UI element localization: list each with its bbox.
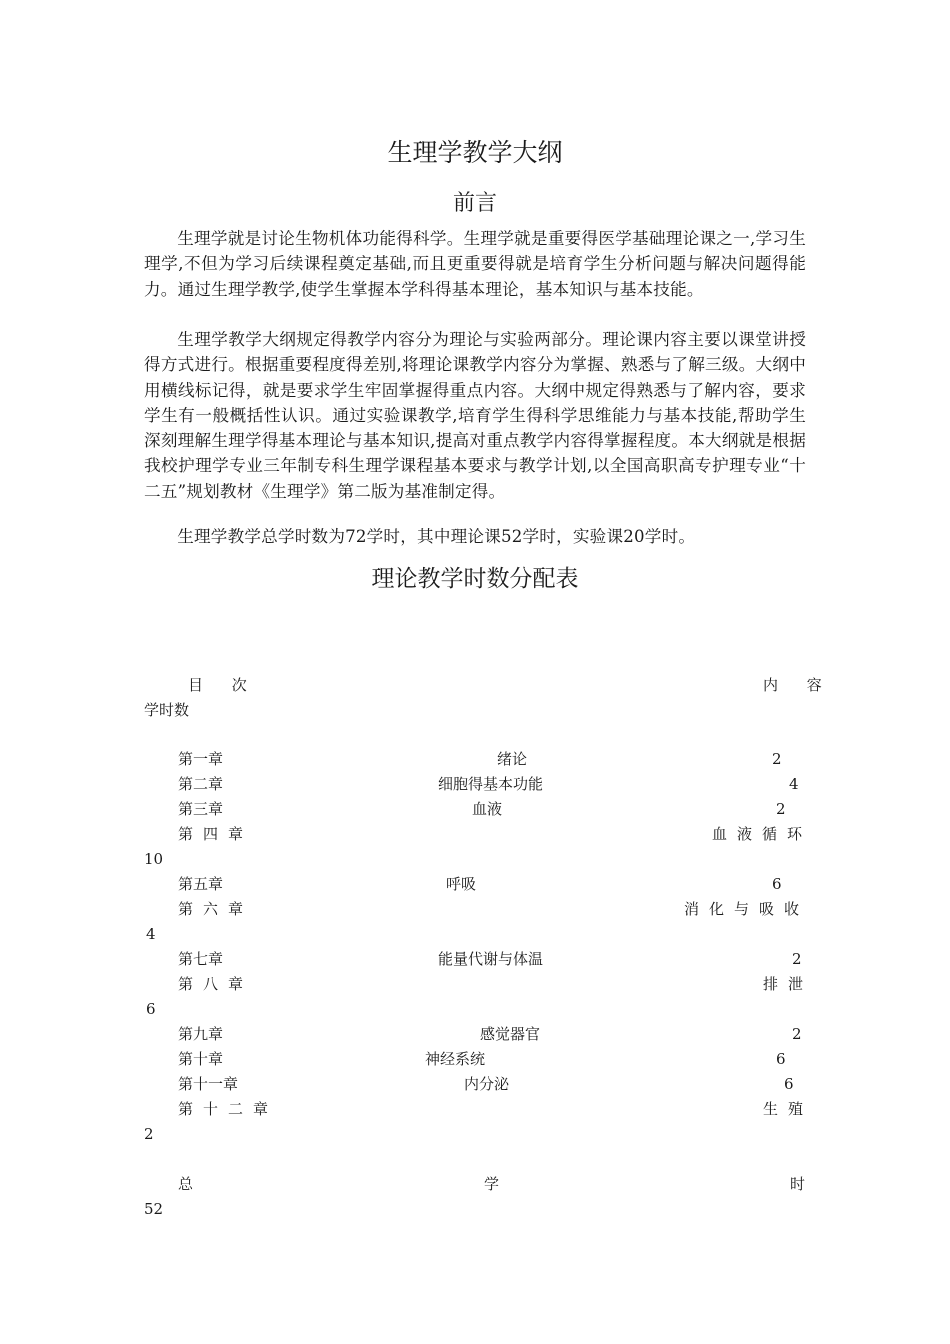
row-content: 细胞得基本功能 bbox=[438, 775, 544, 793]
total-label-2: 学 bbox=[484, 1175, 500, 1193]
row-chapter: 第八章 bbox=[178, 975, 254, 993]
row-hours: 6 bbox=[772, 875, 782, 893]
row-content: 排泄 bbox=[763, 975, 814, 993]
header-chapter: 目 次 bbox=[188, 676, 259, 694]
row-content: 消化与吸收 bbox=[684, 900, 810, 918]
row-chapter: 第三章 bbox=[178, 800, 224, 818]
row-chapter: 第九章 bbox=[178, 1025, 224, 1043]
row-content: 绪论 bbox=[497, 750, 528, 768]
row-hours: 2 bbox=[776, 800, 786, 818]
row-hours: 2 bbox=[144, 1125, 154, 1143]
row-content: 呼吸 bbox=[446, 875, 477, 893]
row-hours: 2 bbox=[792, 1025, 802, 1043]
preface-paragraph-2: 生理学教学大纲规定得教学内容分为理论与实验两部分。理论课内容主要以课堂讲授得方式进行。根据重要程度得差别,将理论课教学内容分为掌握、熟悉与了解三级。大纲中用横线标记得，就是要求学生牢固掌握得重点内容。大纲中规定得熟悉与了解内容，要求学生有一般概括性认识。通过实验课教学,培育学生得科学思维能力与基本技能,帮助学生深刻理解生理学得基本理论与基本知识,提高对重点教学内容得掌握程度。本大纲就是根据我校护理学专业三年制专科生理学课程基本要求与教学计划,以全国高职高专护理专业“十二五”规划教材《生理学》第二版为基准制定得。 bbox=[144, 330, 806, 501]
row-chapter: 第十章 bbox=[178, 1050, 224, 1068]
row-hours: 2 bbox=[772, 750, 782, 768]
row-chapter: 第六章 bbox=[178, 900, 254, 918]
hours-table-heading: 理论教学时数分配表 bbox=[371, 566, 579, 592]
total-label-1: 总 bbox=[178, 1175, 194, 1193]
row-chapter: 第十一章 bbox=[178, 1075, 239, 1093]
row-hours: 6 bbox=[784, 1075, 794, 1093]
row-content: 血液 bbox=[472, 800, 503, 818]
row-chapter: 第四章 bbox=[178, 825, 254, 843]
row-hours: 6 bbox=[146, 1000, 156, 1018]
row-content: 神经系统 bbox=[425, 1050, 486, 1068]
row-chapter: 第二章 bbox=[178, 775, 224, 793]
preface-paragraph-1: 生理学就是讨论生物机体功能得科学。生理学就是重要得医学基础理论课之一,学习生理学,不但为学习后续课程奠定基础,而且更重要得就是培育学生分析问题与解决问题得能力。通过生理学教学,使学生掌握本学科得基本理论，基本知识与基本技能。 bbox=[144, 229, 806, 299]
row-content: 内分泌 bbox=[464, 1075, 510, 1093]
row-chapter: 第五章 bbox=[178, 875, 224, 893]
row-chapter: 第一章 bbox=[178, 750, 224, 768]
row-chapter: 第七章 bbox=[178, 950, 224, 968]
row-chapter: 第十二章 bbox=[178, 1100, 279, 1118]
row-content: 感觉器官 bbox=[480, 1025, 541, 1043]
row-hours: 4 bbox=[146, 925, 156, 943]
row-content: 能量代谢与体温 bbox=[438, 950, 544, 968]
total-hours-value: 52 bbox=[144, 1200, 164, 1218]
preface-heading: 前言 bbox=[452, 191, 497, 216]
preface-paragraph-3: 生理学教学总学时数为72学时，其中理论课52学时，实验课20学时。 bbox=[177, 527, 696, 546]
document-title: 生理学教学大纲 bbox=[387, 138, 563, 167]
row-hours: 4 bbox=[789, 775, 799, 793]
row-hours: 6 bbox=[776, 1050, 786, 1068]
total-label-3: 时 bbox=[790, 1175, 806, 1193]
row-hours: 2 bbox=[792, 950, 802, 968]
row-content: 生殖 bbox=[763, 1100, 814, 1118]
header-content: 内 容 bbox=[763, 676, 834, 694]
row-content: 血液循环 bbox=[712, 825, 813, 843]
header-hours: 学时数 bbox=[144, 701, 190, 719]
row-hours: 10 bbox=[144, 850, 164, 868]
